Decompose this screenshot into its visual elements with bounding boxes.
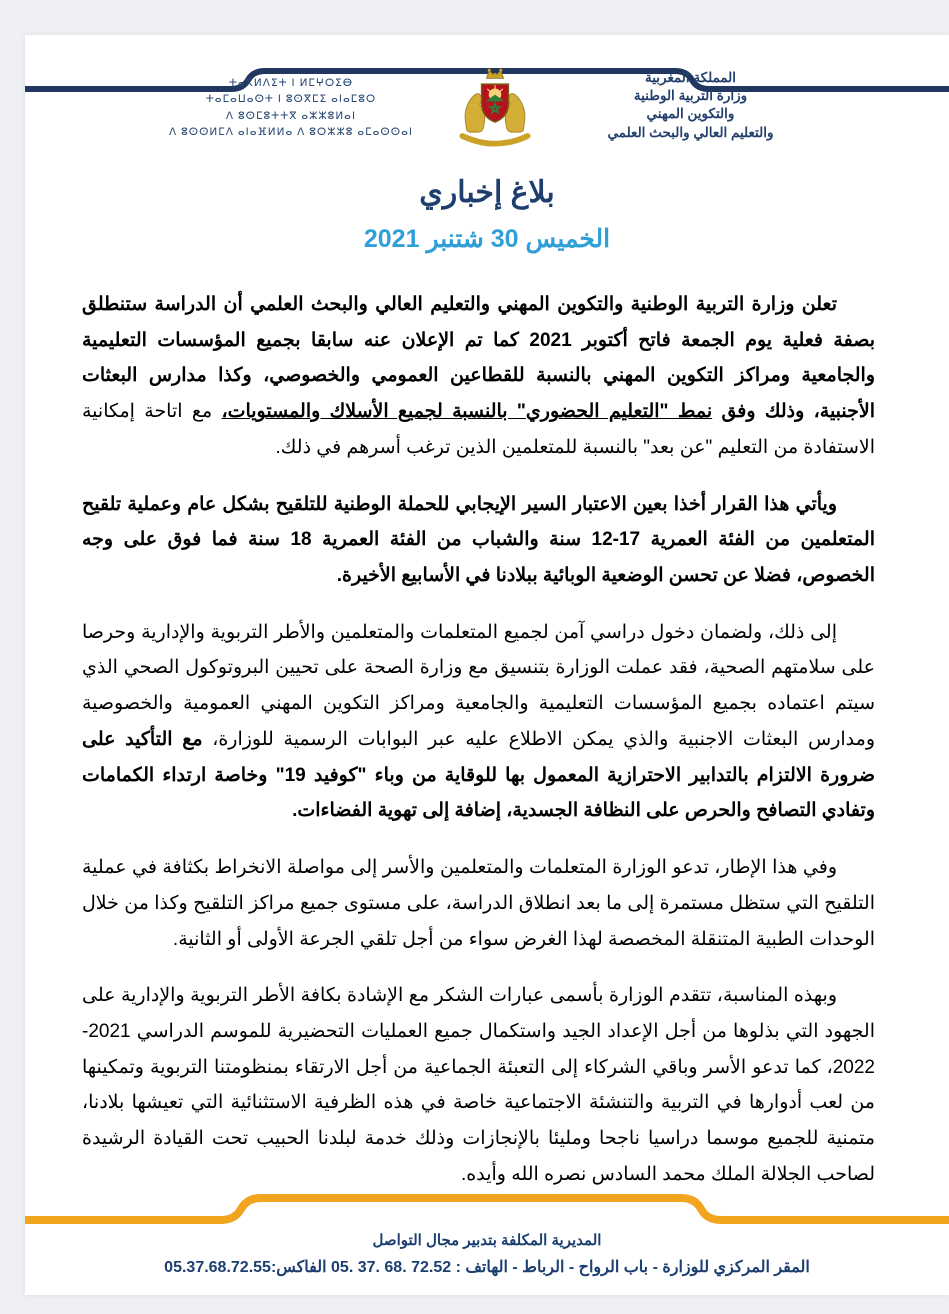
body-paragraph-5	[82, 978, 875, 1192]
paragraph-text: وفي هذا الإطار، تدعو الوزارة المتعلمات والمتعلمين والأسر إلى مواصلة الانخراط بكثافة في عملية التلقيح التي ستظل مستمرة إلى ما بعد انطلاق الدراسة، على مستوى جميع مراكز التلقيح وكذا من خلال الوحدات الطبية المتنقلة المخصصة لهذا الغرض سواء من أجل تلقي الجرعة الأولى أو الثانية.	[82, 857, 875, 950]
press-release-document	[25, 35, 949, 1295]
tifinagh-line: ⵜⴰⵎⴰⵡⴰⵙⵜ ⵏ ⵓⵙⴳⵎⵉ ⴰⵏⴰⵎⵓⵔ	[205, 93, 377, 106]
document-footer	[25, 1187, 949, 1277]
body-paragraph-3	[82, 615, 875, 829]
document-title: بلاغ إخباري	[419, 176, 555, 209]
body-paragraph-1	[82, 287, 875, 466]
footer-fax-label: الفاكس:	[270, 1259, 332, 1276]
tifinagh-line: ⴷ ⵓⵙⵙⵍⵎⴷ ⴰⵏⴰⴼⵍⵍⴰ ⴷ ⵓⵔⵣⵣⵓ ⴰⵎⴰⵙⵙⴰⵏ	[169, 125, 413, 138]
ministry-line: وزارة التربية الوطنية	[633, 88, 748, 104]
arabic-ministry-name	[571, 65, 811, 142]
paragraph-text: مع اتاحة إمكانية الاستفادة من التعليم "عن بعد" بالنسبة للمتعلمين الذين ترغب أسرهم في ذلك.	[82, 401, 875, 458]
kingdom-line: المملكة المغربية	[644, 70, 737, 85]
document-body	[82, 287, 875, 1214]
paragraph-text: تعلن وزارة التربية الوطنية والتكوين المهني والتعليم العالي والبحث العلمي أن الدراسة ستنطلق بصفة فعلية يوم الجمعة فاتح أكتوبر 2021 كما تم الإعلان عنه سابقا بجميع المؤسسات التعليمية والجامعية ومراكز التكوين المهني بالنسبة للقطاعين العمومي والخصوصي، وكذا مدارس البعثات الأجنبية، وذلك وفق	[82, 294, 876, 423]
morocco-coat-of-arms-icon	[445, 65, 545, 162]
paragraph-text: وبهذه المناسبة، تتقدم الوزارة بأسمى عبارات الشكر مع الإشادة بكافة الأطر التربوية والإدارية على الجهود التي بذلوها من أجل الإعداد الجيد واستكمال جميع العمليات التحضيرية للموسم الدراسي 2021-2022، كما تدعو الأسر وباقي الشركاء إلى التعبئة الجماعية من أجل الارتقاء بمنظومتنا التربوية وتمكينها من لعب أدوارها في التربية والتنشئة الاجتماعية خاصة في هذه الظرفية الاستثنائية التي تعيشها بلادنا، متمنية للجميع موسما دراسيا ناجحا ومليئا بالإنجازات وذلك خدمة لبلدنا الحبيب تحت القيادة الرشيدة لصاحب الجلالة الملك محمد السادس نصره الله وأيده.	[82, 985, 875, 1185]
ministry-line: والتكوين المهني	[646, 106, 735, 122]
footer-fax-number: 05.37.68.72.55	[164, 1259, 271, 1276]
footer-address-label: المقر المركزي للوزارة - باب الرواح - الرباط - الهاتف :	[455, 1259, 810, 1276]
underlined-presential-mode-text: نمط "التعليم الحضوري" بالنسبة لجميع الأسلاك والمستويات،	[221, 401, 713, 423]
body-paragraph-4	[82, 850, 875, 957]
body-paragraph-2	[82, 487, 875, 594]
covid-precautions-text: مع التأكيد على ضرورة الالتزام بالتدابير الاحترازية المعمول بها للوقاية من وباء "كوفيد 19" وخاصة ارتداء الكمامات وتفادي التصافح والحرص على النظافة الجسدية، إضافة إلى تهوية الفضاءات.	[82, 728, 875, 822]
tifinagh-line: ⴷ ⵓⵙⵎⵓⵜⵜⴳ ⴰⵣⵣⵓⵍⴰⵏ	[225, 109, 357, 122]
footer-address-line	[25, 1257, 949, 1277]
tifinagh-line: ⵜⴰⴳⵍⴷⵉⵜ ⵏ ⵍⵎⵖⵔⵉⴱ	[228, 77, 354, 89]
tifinagh-ministry-name	[164, 65, 419, 140]
title-block	[25, 175, 949, 254]
paragraph-text: ويأتي هذا القرار أخذا بعين الاعتبار السير الإيجابي للحملة الوطنية للتلقيح بشكل عام وعملية تلقيح المتعلمين من الفئة العمرية 17-12 سنة والشباب من الفئة العمرية 18 سنة فما فوق على وجه الخصوص، فضلا عن تحسن الوضعية الوبائية ببلادنا في الأسابيع الأخيرة.	[82, 493, 875, 587]
letterhead	[25, 57, 949, 167]
document-date: الخميس 30 شتنبر 2021	[363, 225, 611, 253]
ministry-line: والتعليم العالي والبحث العلمي	[607, 124, 774, 140]
footer-directorate-line: المديرية المكلفة بتدبير مجال التواصل	[372, 1232, 602, 1249]
footer-phone-number: 05. 37. 68. 72.52	[331, 1259, 452, 1276]
paragraph-text: إلى ذلك، ولضمان دخول دراسي آمن لجميع المتعلمات والمتعلمين والأطر التربوية والإدارية وحرصا على سلامتهم الصحية، فقد عملت الوزارة بتنسيق مع وزارة الصحة على تحيين البروتوكول الصحي الذي سيتم اعتماده بجميع المؤسسات التعليمية والجامعية ومراكز التكوين المهني العمومية والخصوصية ومدارس البعثات الاجنبية والذي يمكن الاطلاع عليه عبر البوابات الرسمية للوزارة،	[82, 621, 875, 750]
footer-orange-rule	[25, 1187, 949, 1227]
